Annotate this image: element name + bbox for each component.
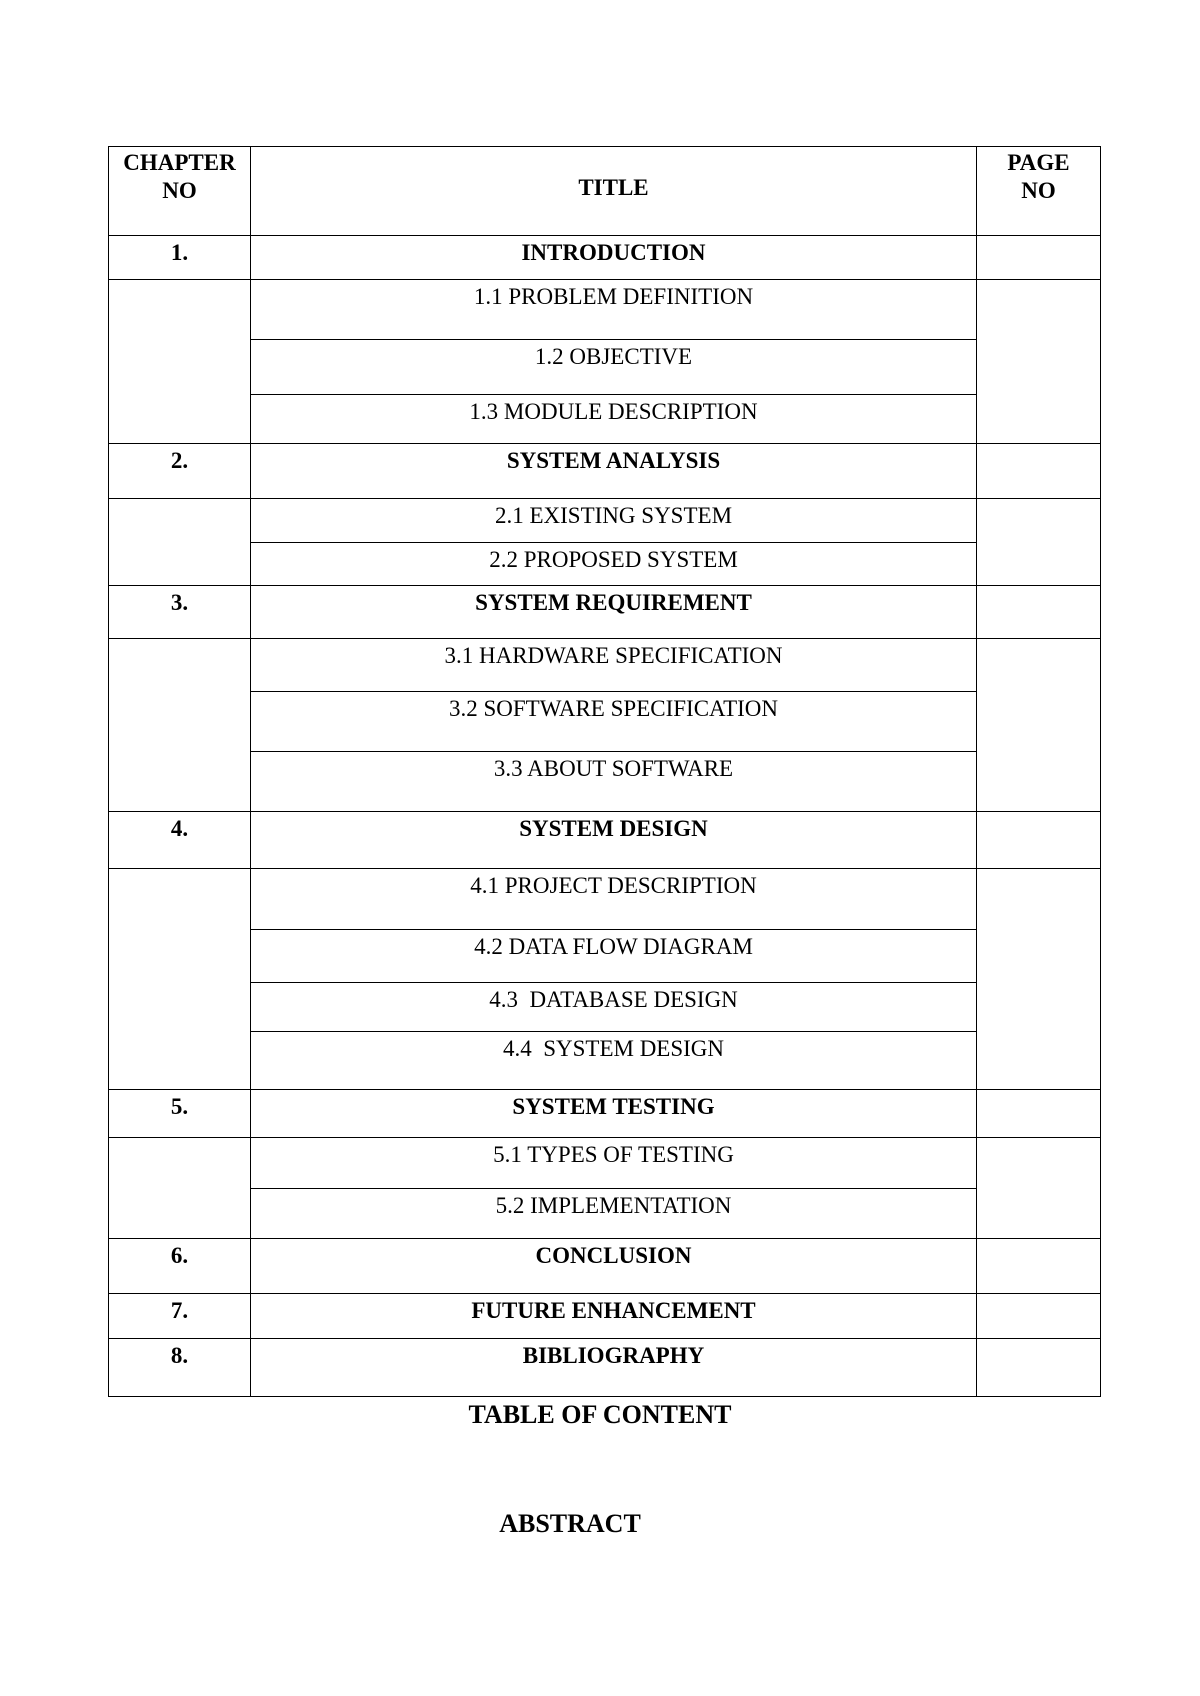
subsection-row bbox=[109, 1189, 1101, 1239]
subsection-title: 4.3 DATABASE DESIGN bbox=[251, 983, 977, 1032]
chapter-row bbox=[109, 586, 1101, 639]
subsection-title: 3.2 SOFTWARE SPECIFICATION bbox=[251, 692, 977, 752]
chapter-title: SYSTEM REQUIREMENT bbox=[251, 586, 977, 639]
chapter-number-blank-cell bbox=[109, 1138, 251, 1239]
subsection-title: 1.3 MODULE DESCRIPTION bbox=[251, 395, 977, 444]
subsection-row bbox=[109, 543, 1101, 586]
header-chapter-no: CHAPTER NO bbox=[109, 147, 251, 236]
subsection-row bbox=[109, 639, 1101, 692]
chapter-row bbox=[109, 444, 1101, 499]
subsection-title: 1.2 OBJECTIVE bbox=[251, 340, 977, 395]
page-number-cell bbox=[977, 869, 1101, 1090]
page-number-cell bbox=[977, 236, 1101, 280]
subsection-row bbox=[109, 280, 1101, 340]
chapter-row bbox=[109, 812, 1101, 869]
subsection-row bbox=[109, 692, 1101, 752]
chapter-number-blank-cell bbox=[109, 869, 251, 1090]
chapter-row bbox=[109, 1090, 1101, 1138]
subsection-row bbox=[109, 1138, 1101, 1189]
chapter-number: 3. bbox=[109, 586, 251, 639]
subsection-title: 5.2 IMPLEMENTATION bbox=[251, 1189, 977, 1239]
chapter-title: FUTURE ENHANCEMENT bbox=[251, 1294, 977, 1339]
chapter-row bbox=[109, 236, 1101, 280]
page-number-cell bbox=[977, 1138, 1101, 1239]
subsection-title: 3.1 HARDWARE SPECIFICATION bbox=[251, 639, 977, 692]
chapter-number-blank-cell bbox=[109, 639, 251, 812]
subsection-row bbox=[109, 930, 1101, 983]
subsection-title: 5.1 TYPES OF TESTING bbox=[251, 1138, 977, 1189]
table-header-row bbox=[109, 147, 1101, 236]
chapter-title: SYSTEM DESIGN bbox=[251, 812, 977, 869]
chapter-number: 2. bbox=[109, 444, 251, 499]
chapter-number: 4. bbox=[109, 812, 251, 869]
page-number-cell bbox=[977, 812, 1101, 869]
subsection-row bbox=[109, 869, 1101, 930]
page-number-cell bbox=[977, 586, 1101, 639]
chapter-title: SYSTEM TESTING bbox=[251, 1090, 977, 1138]
chapter-number: 8. bbox=[109, 1339, 251, 1397]
header-page-no: PAGE NO bbox=[977, 147, 1101, 236]
header-title: TITLE bbox=[251, 147, 977, 236]
page-number-cell bbox=[977, 1239, 1101, 1294]
chapter-title: INTRODUCTION bbox=[251, 236, 977, 280]
table-of-contents bbox=[108, 146, 1101, 1397]
page-number-cell bbox=[977, 280, 1101, 444]
table-caption: TABLE OF CONTENT bbox=[468, 1400, 732, 1429]
subsection-title: 2.1 EXISTING SYSTEM bbox=[251, 499, 977, 543]
chapter-number: 6. bbox=[109, 1239, 251, 1294]
chapter-title: SYSTEM ANALYSIS bbox=[251, 444, 977, 499]
subsection-row bbox=[109, 1032, 1101, 1090]
page-number-cell bbox=[977, 1294, 1101, 1339]
subsection-title: 4.4 SYSTEM DESIGN bbox=[251, 1032, 977, 1090]
chapter-row bbox=[109, 1339, 1101, 1397]
page-number-cell bbox=[977, 499, 1101, 586]
subsection-row bbox=[109, 752, 1101, 812]
subsection-row bbox=[109, 340, 1101, 395]
subsection-title: 4.1 PROJECT DESCRIPTION bbox=[251, 869, 977, 930]
chapter-row bbox=[109, 1294, 1101, 1339]
subsection-row bbox=[109, 499, 1101, 543]
page-number-cell bbox=[977, 444, 1101, 499]
chapter-number: 1. bbox=[109, 236, 251, 280]
chapter-number: 5. bbox=[109, 1090, 251, 1138]
subsection-title: 4.2 DATA FLOW DIAGRAM bbox=[251, 930, 977, 983]
chapter-number: 7. bbox=[109, 1294, 251, 1339]
page-number-cell bbox=[977, 1090, 1101, 1138]
chapter-title: CONCLUSION bbox=[251, 1239, 977, 1294]
subsection-title: 3.3 ABOUT SOFTWARE bbox=[251, 752, 977, 812]
chapter-number-blank-cell bbox=[109, 280, 251, 444]
subsection-title: 2.2 PROPOSED SYSTEM bbox=[251, 543, 977, 586]
page-number-cell bbox=[977, 1339, 1101, 1397]
abstract-heading: ABSTRACT bbox=[499, 1509, 641, 1538]
chapter-number-blank-cell bbox=[109, 499, 251, 586]
subsection-title: 1.1 PROBLEM DEFINITION bbox=[251, 280, 977, 340]
subsection-row bbox=[109, 395, 1101, 444]
chapter-title: BIBLIOGRAPHY bbox=[251, 1339, 977, 1397]
chapter-row bbox=[109, 1239, 1101, 1294]
page-number-cell bbox=[977, 639, 1101, 812]
subsection-row bbox=[109, 983, 1101, 1032]
